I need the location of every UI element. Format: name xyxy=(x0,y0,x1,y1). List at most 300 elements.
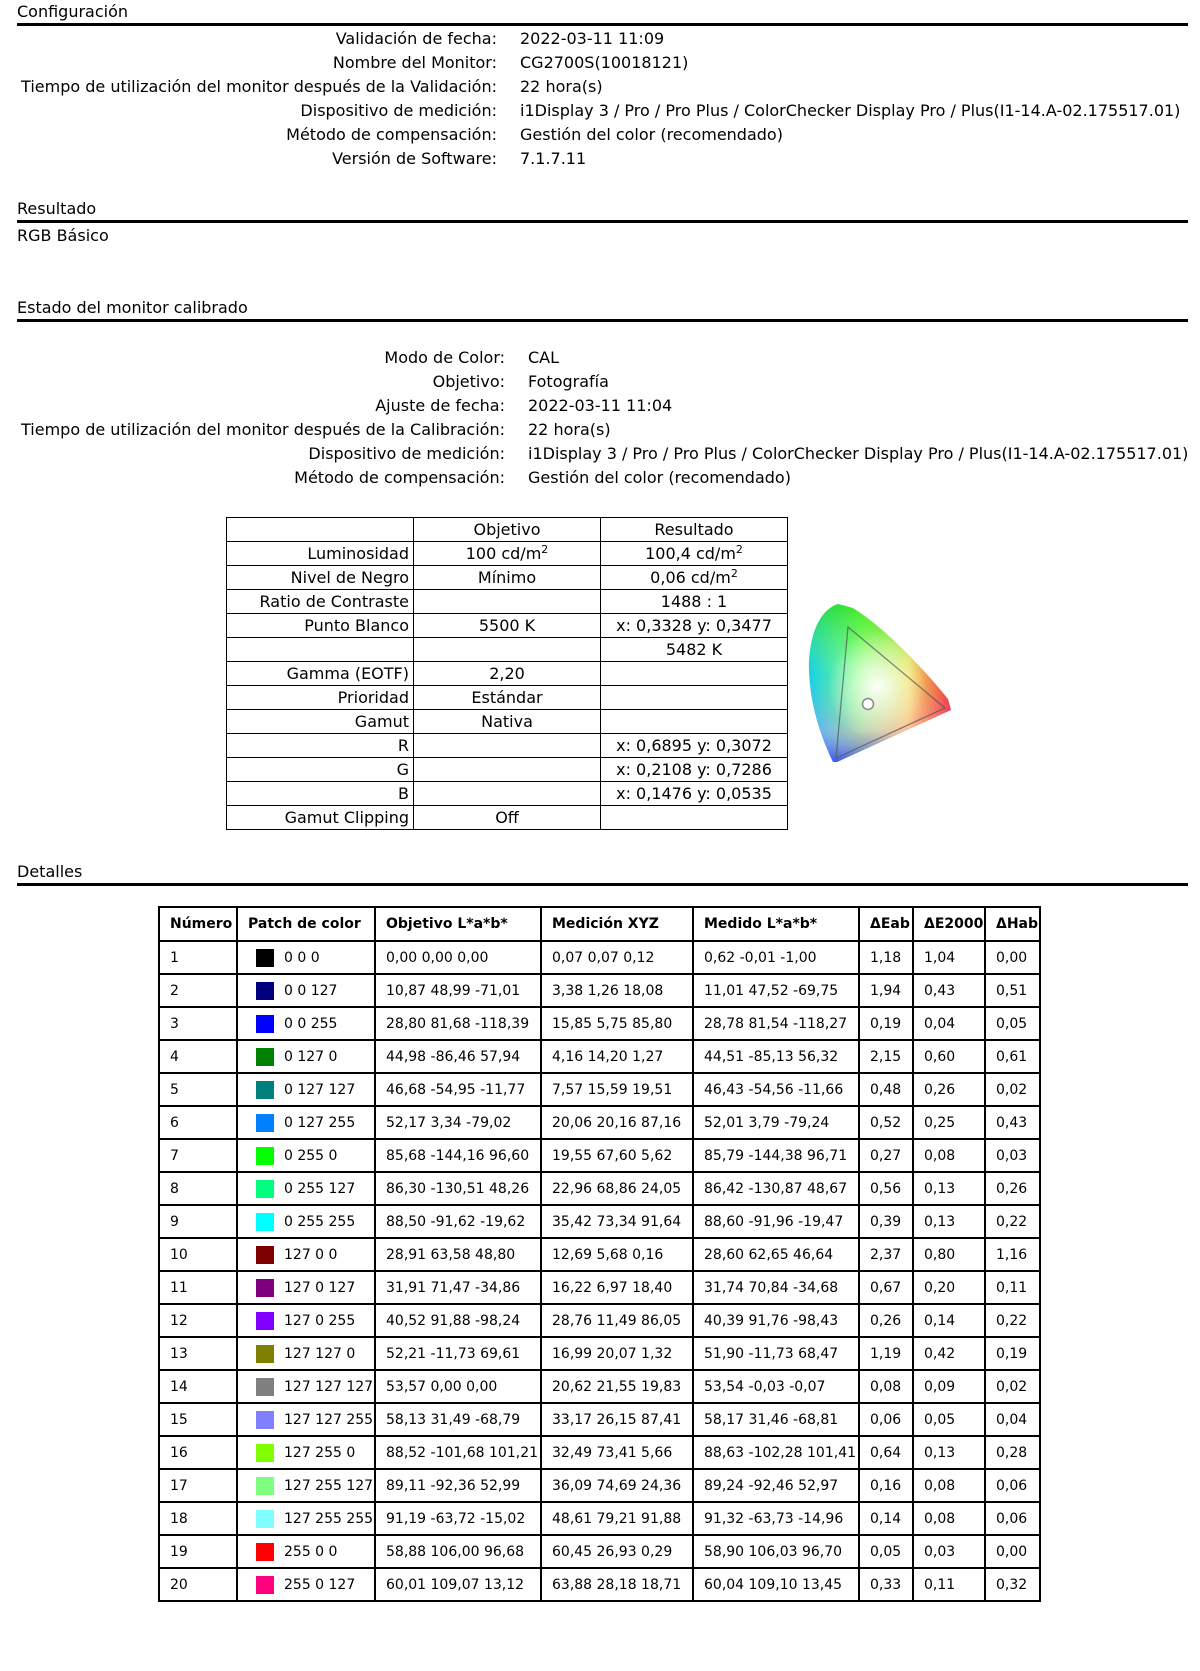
summary-result xyxy=(601,566,788,590)
table-row xyxy=(159,1271,1040,1304)
config-value: i1Display 3 / Pro / Pro Plus / ColorChecker Display Pro / Plus(I1-14.A-02.175517.01) xyxy=(520,101,1181,120)
summary-row xyxy=(227,806,788,830)
cell-de2000: 0,08 xyxy=(913,1139,985,1172)
summary-row xyxy=(227,686,788,710)
cell-dhab: 0,00 xyxy=(985,1535,1040,1568)
cell-measured-lab: 88,60 -91,96 -19,47 xyxy=(693,1205,859,1238)
cell-measured-lab: 44,51 -85,13 56,32 xyxy=(693,1040,859,1073)
color-swatch xyxy=(256,1081,274,1099)
table-row xyxy=(159,1040,1040,1073)
cell-dhab: 0,28 xyxy=(985,1436,1040,1469)
cell-deab: 0,56 xyxy=(859,1172,913,1205)
summary-target xyxy=(414,566,601,590)
cell-number: 18 xyxy=(159,1502,237,1535)
summary-label xyxy=(227,638,414,662)
cell-de2000: 0,08 xyxy=(913,1469,985,1502)
cell-deab: 1,18 xyxy=(859,941,913,974)
state-value: CAL xyxy=(528,348,560,367)
summary-target xyxy=(414,734,601,758)
summary-target-value: 100 cd/m xyxy=(465,544,542,563)
table-row xyxy=(159,1238,1040,1271)
cell-target-lab: 85,68 -144,16 96,60 xyxy=(375,1139,541,1172)
cell-patch xyxy=(237,1436,375,1469)
summary-result-value: 5482 K xyxy=(665,640,723,659)
cell-number: 5 xyxy=(159,1073,237,1106)
cell-de2000: 0,04 xyxy=(913,1007,985,1040)
col-header-target-lab: Objetivo L*a*b* xyxy=(375,907,541,941)
config-row xyxy=(17,99,1197,123)
cell-target-lab: 52,17 3,34 -79,02 xyxy=(375,1106,541,1139)
cell-target-lab: 28,80 81,68 -118,39 xyxy=(375,1007,541,1040)
summary-target-value: 5500 K xyxy=(478,616,536,635)
summary-result xyxy=(601,710,788,734)
cell-number: 17 xyxy=(159,1469,237,1502)
cell-xyz: 60,45 26,93 0,29 xyxy=(541,1535,693,1568)
details-body xyxy=(159,941,1040,1601)
summary-target-value: Estándar xyxy=(471,688,543,707)
color-swatch xyxy=(256,1279,274,1297)
cell-target-lab: 86,30 -130,51 48,26 xyxy=(375,1172,541,1205)
cell-target-lab: 0,00 0,00 0,00 xyxy=(375,941,541,974)
cell-deab: 0,52 xyxy=(859,1106,913,1139)
cell-patch xyxy=(237,1205,375,1238)
color-swatch xyxy=(256,1411,274,1429)
cell-dhab: 0,43 xyxy=(985,1106,1040,1139)
cell-measured-lab: 58,17 31,46 -68,81 xyxy=(693,1403,859,1436)
color-swatch xyxy=(256,1114,274,1132)
cell-xyz: 36,09 74,69 24,36 xyxy=(541,1469,693,1502)
table-row xyxy=(159,1073,1040,1106)
patch-rgb: 127 0 255 xyxy=(284,1312,356,1329)
summary-row xyxy=(227,782,788,806)
summary-result xyxy=(601,590,788,614)
config-value: 22 hora(s) xyxy=(520,77,603,96)
cell-number: 1 xyxy=(159,941,237,974)
summary-target xyxy=(414,806,601,830)
config-row xyxy=(17,51,1197,75)
cell-de2000: 0,13 xyxy=(913,1205,985,1238)
cell-dhab: 0,22 xyxy=(985,1304,1040,1337)
cell-de2000: 0,20 xyxy=(913,1271,985,1304)
cell-dhab: 0,06 xyxy=(985,1502,1040,1535)
cell-deab: 2,15 xyxy=(859,1040,913,1073)
cell-dhab: 0,02 xyxy=(985,1073,1040,1106)
col-header-xyz: Medición XYZ xyxy=(541,907,693,941)
state-value: 2022-03-11 11:04 xyxy=(528,396,673,415)
cell-de2000: 0,08 xyxy=(913,1502,985,1535)
summary-result xyxy=(601,638,788,662)
cell-dhab: 0,51 xyxy=(985,974,1040,1007)
cell-xyz: 12,69 5,68 0,16 xyxy=(541,1238,693,1271)
cell-measured-lab: 28,60 62,65 46,64 xyxy=(693,1238,859,1271)
cell-measured-lab: 52,01 3,79 -79,24 xyxy=(693,1106,859,1139)
table-row xyxy=(159,1502,1040,1535)
col-header-patch: Patch de color xyxy=(237,907,375,941)
state-label: Objetivo: xyxy=(432,372,505,391)
cell-de2000: 1,04 xyxy=(913,941,985,974)
patch-rgb: 127 255 0 xyxy=(284,1444,356,1461)
config-value: Gestión del color (recomendado) xyxy=(520,125,783,144)
cell-dhab: 0,19 xyxy=(985,1337,1040,1370)
patch-rgb: 0 255 255 xyxy=(284,1213,356,1230)
cell-xyz: 7,57 15,59 19,51 xyxy=(541,1073,693,1106)
summary-row xyxy=(227,710,788,734)
cell-measured-lab: 60,04 109,10 13,45 xyxy=(693,1568,859,1601)
cell-xyz: 19,55 67,60 5,62 xyxy=(541,1139,693,1172)
cell-number: 16 xyxy=(159,1436,237,1469)
summary-result-value: 1488 : 1 xyxy=(660,592,728,611)
table-row xyxy=(159,1469,1040,1502)
summary-target-sup: 2 xyxy=(541,543,549,556)
color-swatch xyxy=(256,982,274,1000)
cell-measured-lab: 58,90 106,03 96,70 xyxy=(693,1535,859,1568)
cell-deab: 0,48 xyxy=(859,1073,913,1106)
state-row xyxy=(17,466,1197,490)
summary-result-sup: 2 xyxy=(730,567,738,580)
cell-deab: 0,67 xyxy=(859,1271,913,1304)
cell-measured-lab: 89,24 -92,46 52,97 xyxy=(693,1469,859,1502)
cell-target-lab: 88,52 -101,68 101,21 xyxy=(375,1436,541,1469)
cell-target-lab: 46,68 -54,95 -11,77 xyxy=(375,1073,541,1106)
summary-row xyxy=(227,590,788,614)
summary-header-blank xyxy=(227,518,414,542)
cell-xyz: 33,17 26,15 87,41 xyxy=(541,1403,693,1436)
cell-dhab: 0,00 xyxy=(985,941,1040,974)
cell-dhab: 0,32 xyxy=(985,1568,1040,1601)
color-swatch xyxy=(256,1312,274,1330)
color-swatch xyxy=(256,1444,274,1462)
cell-target-lab: 52,21 -11,73 69,61 xyxy=(375,1337,541,1370)
details-title: Detalles xyxy=(17,862,83,881)
cell-xyz: 48,61 79,21 91,88 xyxy=(541,1502,693,1535)
cell-xyz: 16,22 6,97 18,40 xyxy=(541,1271,693,1304)
state-label: Método de compensación: xyxy=(294,468,505,487)
summary-result-value: x: 0,3328 y: 0,3477 xyxy=(616,616,772,635)
cell-measured-lab: 51,90 -11,73 68,47 xyxy=(693,1337,859,1370)
cell-xyz: 15,85 5,75 85,80 xyxy=(541,1007,693,1040)
config-label: Validación de fecha: xyxy=(335,29,497,48)
summary-result xyxy=(601,782,788,806)
summary-label: Luminosidad xyxy=(227,542,414,566)
summary-row xyxy=(227,542,788,566)
cell-de2000: 0,03 xyxy=(913,1535,985,1568)
cell-dhab: 0,02 xyxy=(985,1370,1040,1403)
summary-row xyxy=(227,734,788,758)
cell-deab: 0,14 xyxy=(859,1502,913,1535)
patch-rgb: 127 127 127 xyxy=(284,1378,374,1395)
color-swatch xyxy=(256,1510,274,1528)
cell-dhab: 0,04 xyxy=(985,1403,1040,1436)
cell-target-lab: 60,01 109,07 13,12 xyxy=(375,1568,541,1601)
summary-body xyxy=(227,542,788,830)
cell-deab: 0,64 xyxy=(859,1436,913,1469)
summary-result-value: x: 0,6895 y: 0,3072 xyxy=(616,736,772,755)
summary-table xyxy=(226,517,788,830)
cell-number: 3 xyxy=(159,1007,237,1040)
cell-dhab: 1,16 xyxy=(985,1238,1040,1271)
cell-measured-lab: 31,74 70,84 -34,68 xyxy=(693,1271,859,1304)
state-row xyxy=(17,346,1197,370)
patch-rgb: 0 0 255 xyxy=(284,1015,338,1032)
cell-xyz: 4,16 14,20 1,27 xyxy=(541,1040,693,1073)
state-value: Gestión del color (recomendado) xyxy=(528,468,791,487)
table-row xyxy=(159,1139,1040,1172)
config-value: 7.1.7.11 xyxy=(520,149,587,168)
summary-label: Nivel de Negro xyxy=(227,566,414,590)
cell-measured-lab: 85,79 -144,38 96,71 xyxy=(693,1139,859,1172)
cell-number: 19 xyxy=(159,1535,237,1568)
cell-xyz: 16,99 20,07 1,32 xyxy=(541,1337,693,1370)
config-label: Método de compensación: xyxy=(286,125,497,144)
color-swatch xyxy=(256,1246,274,1264)
cell-patch xyxy=(237,1007,375,1040)
cell-number: 11 xyxy=(159,1271,237,1304)
color-swatch xyxy=(256,949,274,967)
col-header-deab: ΔEab xyxy=(859,907,913,941)
col-header-number: Número xyxy=(159,907,237,941)
state-row xyxy=(17,394,1197,418)
cell-number: 2 xyxy=(159,974,237,1007)
patch-rgb: 127 255 255 xyxy=(284,1510,374,1527)
cell-xyz: 28,76 11,49 86,05 xyxy=(541,1304,693,1337)
cell-number: 8 xyxy=(159,1172,237,1205)
summary-target xyxy=(414,590,601,614)
color-swatch xyxy=(256,1576,274,1594)
summary-row xyxy=(227,662,788,686)
cell-de2000: 0,42 xyxy=(913,1337,985,1370)
config-row xyxy=(17,123,1197,147)
summary-target-value: Off xyxy=(495,808,519,827)
state-label: Modo de Color: xyxy=(384,348,505,367)
summary-target-value: Mínimo xyxy=(477,568,537,587)
summary-target xyxy=(414,614,601,638)
cell-xyz: 3,38 1,26 18,08 xyxy=(541,974,693,1007)
summary-row xyxy=(227,566,788,590)
cell-number: 13 xyxy=(159,1337,237,1370)
patch-rgb: 0 255 0 xyxy=(284,1147,338,1164)
cell-patch xyxy=(237,1172,375,1205)
cell-deab: 0,19 xyxy=(859,1007,913,1040)
cell-patch xyxy=(237,1304,375,1337)
config-label: Tiempo de utilización del monitor después de la Validación: xyxy=(21,77,497,96)
cell-dhab: 0,22 xyxy=(985,1205,1040,1238)
cell-target-lab: 53,57 0,00 0,00 xyxy=(375,1370,541,1403)
summary-row xyxy=(227,614,788,638)
color-swatch xyxy=(256,1147,274,1165)
summary-target xyxy=(414,638,601,662)
state-row xyxy=(17,442,1197,466)
cell-number: 20 xyxy=(159,1568,237,1601)
result-rule xyxy=(17,220,1188,223)
patch-rgb: 0 127 255 xyxy=(284,1114,356,1131)
cell-deab: 0,27 xyxy=(859,1139,913,1172)
cell-xyz: 0,07 0,07 0,12 xyxy=(541,941,693,974)
cell-target-lab: 91,19 -63,72 -15,02 xyxy=(375,1502,541,1535)
cell-number: 15 xyxy=(159,1403,237,1436)
cell-deab: 0,05 xyxy=(859,1535,913,1568)
config-row xyxy=(17,75,1197,99)
patch-rgb: 255 0 127 xyxy=(284,1576,356,1593)
cell-measured-lab: 40,39 91,76 -98,43 xyxy=(693,1304,859,1337)
table-row xyxy=(159,1106,1040,1139)
cell-target-lab: 58,88 106,00 96,68 xyxy=(375,1535,541,1568)
state-title: Estado del monitor calibrado xyxy=(17,298,248,317)
cell-de2000: 0,14 xyxy=(913,1304,985,1337)
summary-result xyxy=(601,734,788,758)
patch-rgb: 127 0 0 xyxy=(284,1246,338,1263)
cell-measured-lab: 11,01 47,52 -69,75 xyxy=(693,974,859,1007)
config-value: CG2700S(10018121) xyxy=(520,53,689,72)
cell-measured-lab: 91,32 -63,73 -14,96 xyxy=(693,1502,859,1535)
summary-result-sup: 2 xyxy=(735,543,743,556)
state-value: 22 hora(s) xyxy=(528,420,611,439)
summary-result xyxy=(601,686,788,710)
summary-result xyxy=(601,542,788,566)
summary-row xyxy=(227,758,788,782)
result-value: RGB Básico xyxy=(17,226,109,245)
patch-rgb: 0 127 0 xyxy=(284,1048,338,1065)
cell-dhab: 0,06 xyxy=(985,1469,1040,1502)
summary-result xyxy=(601,662,788,686)
summary-label: Punto Blanco xyxy=(227,614,414,638)
table-row xyxy=(159,1172,1040,1205)
summary-label: Ratio de Contraste xyxy=(227,590,414,614)
color-swatch xyxy=(256,1180,274,1198)
color-swatch xyxy=(256,1213,274,1231)
summary-target-value: Nativa xyxy=(481,712,533,731)
cell-deab: 2,37 xyxy=(859,1238,913,1271)
summary-label: Gamut xyxy=(227,710,414,734)
summary-header-target: Objetivo xyxy=(414,518,601,542)
cell-target-lab: 88,50 -91,62 -19,62 xyxy=(375,1205,541,1238)
patch-rgb: 0 0 127 xyxy=(284,982,338,999)
table-row xyxy=(159,1403,1040,1436)
cell-target-lab: 31,91 71,47 -34,86 xyxy=(375,1271,541,1304)
cell-measured-lab: 86,42 -130,87 48,67 xyxy=(693,1172,859,1205)
color-swatch xyxy=(256,1345,274,1363)
summary-label: B xyxy=(227,782,414,806)
cell-xyz: 35,42 73,34 91,64 xyxy=(541,1205,693,1238)
cell-xyz: 22,96 68,86 24,05 xyxy=(541,1172,693,1205)
summary-result-value: 100,4 cd/m xyxy=(645,544,736,563)
summary-row xyxy=(227,638,788,662)
state-label: Tiempo de utilización del monitor después de la Calibración: xyxy=(21,420,505,439)
patch-rgb: 127 127 255 xyxy=(284,1411,374,1428)
summary-target xyxy=(414,542,601,566)
config-label: Nombre del Monitor: xyxy=(332,53,497,72)
summary-target xyxy=(414,710,601,734)
cell-target-lab: 44,98 -86,46 57,94 xyxy=(375,1040,541,1073)
cell-patch xyxy=(237,1469,375,1502)
cell-de2000: 0,11 xyxy=(913,1568,985,1601)
cell-xyz: 32,49 73,41 5,66 xyxy=(541,1436,693,1469)
cell-patch xyxy=(237,1271,375,1304)
cell-measured-lab: 88,63 -102,28 101,41 xyxy=(693,1436,859,1469)
cell-patch xyxy=(237,1337,375,1370)
col-header-de2000: ΔE2000 xyxy=(913,907,985,941)
summary-target xyxy=(414,758,601,782)
cell-deab: 0,33 xyxy=(859,1568,913,1601)
cell-xyz: 20,62 21,55 19,83 xyxy=(541,1370,693,1403)
cell-de2000: 0,60 xyxy=(913,1040,985,1073)
cell-patch xyxy=(237,1073,375,1106)
state-table xyxy=(17,346,1197,490)
patch-rgb: 127 0 127 xyxy=(284,1279,356,1296)
summary-result-value: 0,06 cd/m xyxy=(650,568,731,587)
config-row xyxy=(17,147,1197,171)
cell-number: 6 xyxy=(159,1106,237,1139)
cell-xyz: 20,06 20,16 87,16 xyxy=(541,1106,693,1139)
table-row xyxy=(159,941,1040,974)
summary-target xyxy=(414,686,601,710)
summary-label: Gamut Clipping xyxy=(227,806,414,830)
cell-deab: 0,08 xyxy=(859,1370,913,1403)
cell-de2000: 0,26 xyxy=(913,1073,985,1106)
cell-deab: 0,39 xyxy=(859,1205,913,1238)
cell-target-lab: 40,52 91,88 -98,24 xyxy=(375,1304,541,1337)
cell-target-lab: 58,13 31,49 -68,79 xyxy=(375,1403,541,1436)
cell-deab: 0,06 xyxy=(859,1403,913,1436)
cell-patch xyxy=(237,1106,375,1139)
summary-target-value: 2,20 xyxy=(489,664,525,683)
config-row xyxy=(17,27,1197,51)
cell-dhab: 0,26 xyxy=(985,1172,1040,1205)
table-row xyxy=(159,1337,1040,1370)
state-label: Dispositivo de medición: xyxy=(308,444,505,463)
table-row xyxy=(159,1205,1040,1238)
summary-result-value: x: 0,2108 y: 0,7286 xyxy=(616,760,772,779)
cell-patch xyxy=(237,1403,375,1436)
summary-label: Prioridad xyxy=(227,686,414,710)
cell-xyz: 63,88 28,18 18,71 xyxy=(541,1568,693,1601)
config-table xyxy=(17,27,1197,171)
cell-patch xyxy=(237,1238,375,1271)
cell-de2000: 0,05 xyxy=(913,1403,985,1436)
cell-target-lab: 89,11 -92,36 52,99 xyxy=(375,1469,541,1502)
cell-de2000: 0,13 xyxy=(913,1172,985,1205)
cell-deab: 0,16 xyxy=(859,1469,913,1502)
details-table xyxy=(158,906,1041,1602)
state-row xyxy=(17,418,1197,442)
table-row xyxy=(159,1304,1040,1337)
cell-deab: 1,94 xyxy=(859,974,913,1007)
summary-result xyxy=(601,614,788,638)
state-value: Fotografía xyxy=(528,372,609,391)
summary-label: R xyxy=(227,734,414,758)
summary-result-value: x: 0,1476 y: 0,0535 xyxy=(616,784,772,803)
patch-rgb: 0 255 127 xyxy=(284,1180,356,1197)
state-value: i1Display 3 / Pro / Pro Plus / ColorChecker Display Pro / Plus(I1-14.A-02.175517.01) xyxy=(528,444,1189,463)
color-swatch xyxy=(256,1015,274,1033)
config-rule xyxy=(17,23,1188,26)
config-title: Configuración xyxy=(17,2,129,21)
cell-patch xyxy=(237,1040,375,1073)
state-rule xyxy=(17,319,1188,322)
summary-result xyxy=(601,806,788,830)
cell-dhab: 0,11 xyxy=(985,1271,1040,1304)
color-swatch xyxy=(256,1477,274,1495)
cell-patch xyxy=(237,1502,375,1535)
state-row xyxy=(17,370,1197,394)
cell-number: 14 xyxy=(159,1370,237,1403)
cell-patch xyxy=(237,1535,375,1568)
summary-header-result: Resultado xyxy=(601,518,788,542)
table-row xyxy=(159,1370,1040,1403)
state-rows xyxy=(17,346,1197,490)
white-point-marker xyxy=(863,699,874,710)
color-swatch xyxy=(256,1048,274,1066)
cell-measured-lab: 46,43 -54,56 -11,66 xyxy=(693,1073,859,1106)
